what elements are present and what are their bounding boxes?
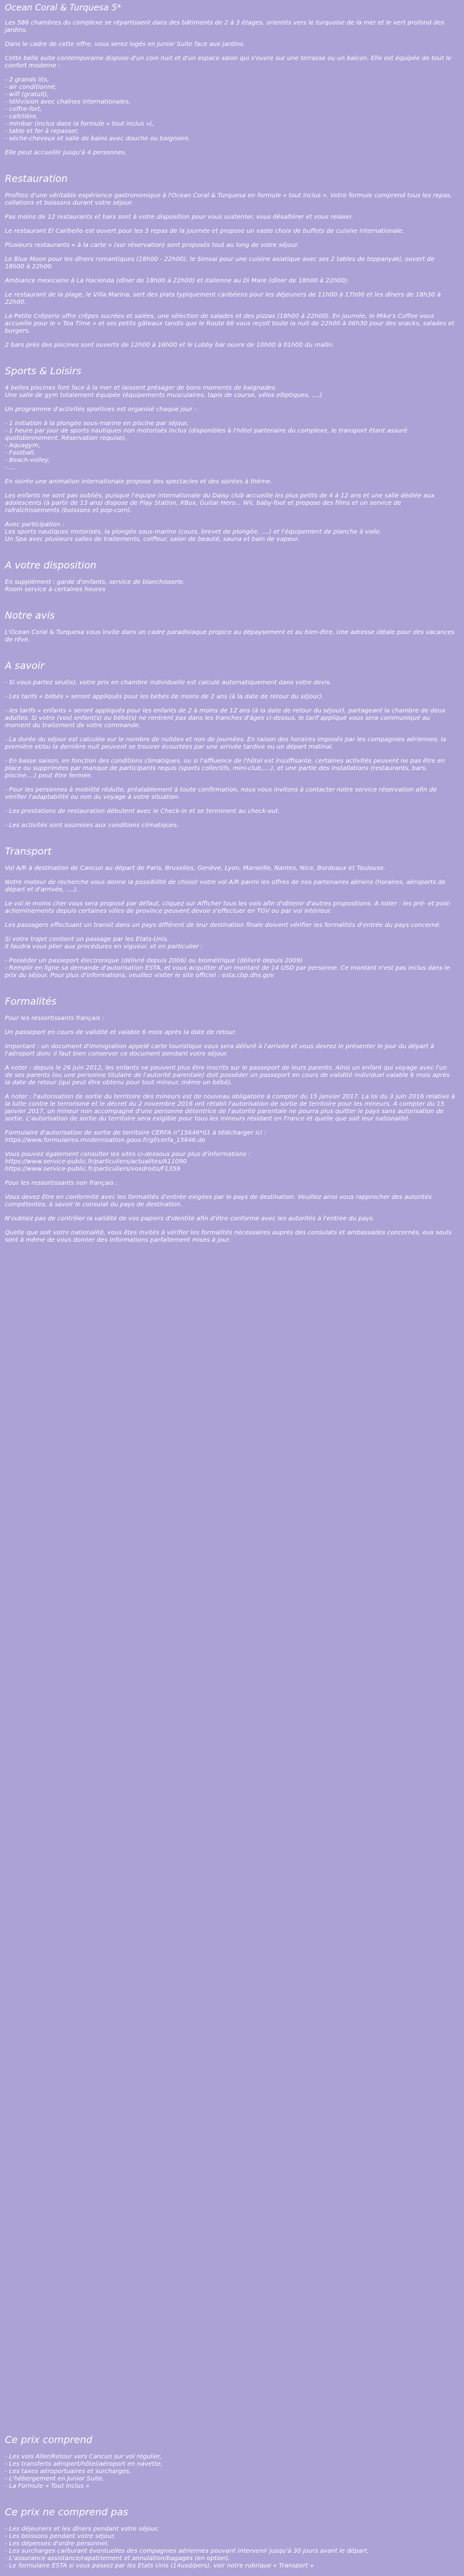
section-price-includes <box>5 2418 455 2490</box>
list-item: - Les prestations de restauration débutent avec le Check-in et se terminent au check-out. <box>5 808 280 815</box>
paragraph: L'Ocean Coral & Turquesa vous invite dans un cadre paradisiaque propice au dépaysement et au bien-être. Une adresse idéale pour des vacances de rêve. <box>5 629 455 643</box>
section-a-savoir <box>5 644 455 829</box>
list-item: - Les transferts aéroport/hôtel/aéroport en navette, <box>5 2461 163 2468</box>
paragraph: N'oubliez pas de contrôler la validité de vos papiers d'identité afin d'être conforme avec les autorités à l'entrée du pays. <box>5 1215 375 1222</box>
list-item: - Beach-volley, <box>5 457 50 464</box>
list-item: - .... <box>5 464 17 471</box>
intro-paragraph: Dans le cadre de cette offre, vous serez logés en Junior Suite face aux jardins. <box>5 41 245 48</box>
list-item: - Les déjeuners et les dîners pendant votre séjour, <box>5 2526 159 2533</box>
section-heading: Formalités <box>5 995 57 1007</box>
paragraph: Notre moteur de recherche vous donne la possibilité de choisir votre vol A/R parmi les offres de nos partenaires aériens (horaires, aéroports de départ et d'arrivée, ....). <box>5 879 446 893</box>
price-includes-list <box>5 2453 455 2490</box>
list-item: - table et fer à repasser, <box>5 128 79 135</box>
list-item: - En basse saison, en fonction des conditions climatiques, ou si l'affluence de l'hôtel est insuffisante, certaines activités peuvent ne pas être en place ou supprimées par manque de participants requis (sports collectifs, mini-club,....), et une partie des installations (restaurants, bars, piscine....) peut être fermée. <box>5 758 445 779</box>
section-transport <box>5 829 455 980</box>
list-item: - La Formule « Tout Inclus » <box>5 2483 90 2490</box>
list-item: - minibar (inclus dans la formule « tout inclus »), <box>5 121 154 127</box>
paragraph: Les sports nautiques motorisés, la plongée sous-marine (cours, brevet de plongée, ....) et l'équipement de planche à voile. <box>5 529 382 535</box>
section-heading: Ce prix comprend <box>5 2434 92 2446</box>
intro-paragraph: Elle peut accueillir jusqu'à 4 personnes. <box>5 149 127 156</box>
list-item: - 1 initiation à la plongée sous-marine en piscine par séjour, <box>5 420 189 427</box>
paragraph: Important : un document d'immigration appelé carte touristique vous sera délivré à l'arrivée et vous devrez le présenter le jour du départ à l'aéroport donc il faut bien conserver ce document pendant votre séjour. <box>5 1043 435 1057</box>
list-item: - air conditionné, <box>5 84 57 91</box>
section-heading: Ce prix ne comprend pas <box>5 2506 129 2518</box>
paragraph: Room service à certaines heures <box>5 586 106 593</box>
paragraph: Le vol le moins cher vous sera proposé par défaut, cliquez sur Afficher tous les vols afin d'obtenir d'autres propositions. A noter : les pré- et post- acheminements depuis certaines villes de province peuvent devoir s'effectuer en TGV ou par vol intérieur. <box>5 901 452 915</box>
usa-requirements-list <box>5 958 455 980</box>
list-item: - Les tarifs « bébés » seront appliqués pour les bébés de moins de 2 ans (à la date de retour du séjour). <box>5 693 324 700</box>
list-item: - Les dépenses d'ordre personnel, <box>5 2540 109 2547</box>
paragraph: A noter : l'autorisation de sortie du territoire des mineurs est de nouveau obligatoire à compter du 15 janvier 2017. La loi du 3 juin 2016 relative à la lutte contre le terrorisme et le décret du 2 novembre 2016 ont rétabli l'autorisation de sortie de territoire pour les mineurs. A compter du 15 janvier 2017, un mineur non accompagné d'une personne détentrice de l'autorité parentale ne pourra plus quitter le pays sans autorisation de sortie. L'autorisation de sortie du territoire sera exigible pour tous les mineurs résidant en France et quelle que soit leur nationalité. <box>5 1093 455 1122</box>
paragraph: En soirée une animation internationale propose des spectacles et des soirées à thème. <box>5 478 272 485</box>
service-public-link-1[interactable]: https://www.service-public.fr/particuliers/actualites/A11090 <box>5 1158 187 1165</box>
list-item: - wifi (gratuit), <box>5 91 49 98</box>
paragraph: Vol A/R à destination de Cancun au départ de Paris, Bruxelles, Genève, Lyon, Marseille, Nantes, Nice, Bordeaux et Toulouse. <box>5 865 386 872</box>
activities-list <box>5 420 455 472</box>
cerfa-form-link[interactable]: https://www.formulaires.modernisation.gouv.fr/gf/cerfa_15646.do <box>5 1137 206 1144</box>
paragraph: La Petite Crêperie offre crêpes sucrées et salées, une sélection de salades et des pizzas (18h00 à 22h00). En journée, le Mike's Coffee vous accueille pour le « Tea Time » et ses petits gâteaux tandis que le Route 66 vous reçoit toute la nuit de 22h00 à 06h30 pour des snacks, salades et burgers. <box>5 313 455 334</box>
paragraph: Il faudra vous plier aux procédures en vigueur, et en particulier : <box>5 943 203 950</box>
section-heading: Notre avis <box>5 610 55 621</box>
intro-paragraph: Les 586 chambres du complexe se répartissent dans des bâtiments de 2 à 3 étages, orientés vers le turquoise de la mer et le vert profond des jardins. <box>5 20 444 34</box>
list-item: - Les activités sont soumises aux conditions climatiques. <box>5 822 179 829</box>
list-item: - les tarifs « enfants » seront appliqués pour les enfants de 2 à moins de 12 ans (à la date de retour du séjour), partageant la chambre de deux adultes. Si votre (vos) enfant(s) ou bébé(s) ne rentrent pas dans les tranches d'âges ci-dessus, le tarif appliqué vous sera communiqué au moment du traitement de votre commande. <box>5 708 446 729</box>
paragraph: Vous devez être en conformité avec les formalités d'entrée exigées par le pays de destination. Veuillez ainsi vous rapprocher des autorités compétentes, à savoir le consulat du pays de destination. <box>5 1194 432 1208</box>
paragraph: A noter : depuis le 26 juin 2012, les enfants ne peuvent plus être inscrits sur le passeport de leurs parents. Ainsi un enfant qui voyage avec l'un de ses parents (ou une personne titulaire de l'autorité parentale) doit posséder un passeport en cours de validité individuel valable 6 mois après la date de retour (qui peut être obtenu pour tout mineur, même un bébé). <box>5 1065 450 1086</box>
paragraph: Vous pouvez également consulter les sites ci-dessous pour plus d'informations : <box>5 1151 251 1158</box>
list-item: - Pour les personnes à mobilité réduite, préalablement à toute confirmation, nous vous invitons à contacter notre service réservation afin de vérifier l'adaptabilité ou non du voyage à votre situation. <box>5 787 437 801</box>
intro-paragraph: Cette belle suite contemporaine dispose d'un coin nuit et d'un espace salon qui s'ouvre sur une terrasse ou un balcon. Elle est équipée de tout le confort moderne : <box>5 55 452 69</box>
paragraph: Pour les ressortissants français : <box>5 1015 105 1022</box>
paragraph: Les passagers effectuant un transit dans un pays différent de leur destination finale doivent vérifier les formalités d'entrée du pays concerné. <box>5 922 441 929</box>
list-item: - Remplir en ligne sa demande d'autorisation ESTA, et vous acquitter d'un montant de 14 USD par personne. Ce montant n'est pas inclus dans le prix du séjour. Pour plus d'informations, veuillez visiter le site officiel : esta.cbp.dhs.gov <box>5 965 451 979</box>
paragraph: Les enfants ne sont pas oubliés, puisque l'équipe internationale du Daisy club accueille les plus petits de 4 à 12 ans et une salle dédiée aux adolescents (à partir de 13 ans) dispose de Play Station, XBox, Guitar Hero... Wii, baby-foot et propose des films et un service de rafraîchissements (boissons et pop-corn). <box>5 493 435 514</box>
paragraph: Avec participation : <box>5 521 65 528</box>
list-item: - Les vols Aller/Retour vers Cancun sur vol régulier, <box>5 2453 162 2460</box>
paragraph: Pas moins de 12 restaurants et bars sont à votre disposition pour vous sustenter, vous désaltérer et vous relaxer. <box>5 214 354 221</box>
service-public-link-2[interactable]: https://www.service-public.fr/particuliers/vosdroits/F1359 <box>5 1166 181 1173</box>
paragraph: Une salle de gym totalement équipée (équipements musculaires, tapis de course, vélos elliptiques, ....) <box>5 392 323 399</box>
paragraph: En supplément : garde d'enfants, service de blanchisserie. <box>5 579 185 586</box>
paragraph: Formulaire d'autorisation de sortie de territoire CERFA n°15646*01 à télécharger ici : <box>5 1130 266 1136</box>
list-item: - Football, <box>5 450 36 456</box>
paragraph: Le restaurant de la plage, le Villa Marina, sert des plats typiquement caribéens pour les déjeuners de 11h00 à 17h00 et les dîners de 18h30 à 22h00. <box>5 292 441 306</box>
section-heading: A savoir <box>5 660 45 671</box>
section-intro <box>5 3 455 157</box>
section-a-votre-disposition <box>5 543 455 594</box>
list-item: - Les surcharges carburant éventuelles des compagnies aériennes pouvant intervenir jusqu'à 30 jours avant le départ, <box>5 2548 369 2555</box>
paragraph: Profitez d'une véritable expérience gastronomique à l'Ocean Coral & Turquesa en formule « tout inclus ». Votre formule comprend tous les repas, collations et boissons durant votre séjour. <box>5 192 452 206</box>
paragraph: Le restaurant El Caribeño est ouvert pour les 3 repas de la journée et propose un vaste choix de buffets de cuisine internationale. <box>5 228 405 235</box>
section-restauration <box>5 157 455 349</box>
list-item: - L'assurance assistance/rapatriement et annulation/bagages (en option), <box>5 2555 231 2562</box>
list-item: - cafetière, <box>5 113 39 120</box>
list-item: - L'hébergement en Junior Suite, <box>5 2476 105 2482</box>
paragraph: Un Spa avec plusieurs salles de traitements, coiffeur, salon de beauté, sauna et bain de vapeur. <box>5 536 299 543</box>
section-heading: Transport <box>5 845 52 857</box>
paragraph: 4 belles piscines font face à la mer et laissent présager de bons moments de baignades. <box>5 385 277 391</box>
paragraph: Quelle que soit votre nationalité, vous êtes invités à vérifier les formalités nécessaires auprès des consulats et ambassades concernés, eux seuls sont à même de vous donner des informations parfaitement mises à jour. <box>5 1229 452 1244</box>
paragraph: Un passeport en cours de validité et valable 6 mois après la date de retour. <box>5 1029 237 1036</box>
section-formalites <box>5 980 455 1244</box>
list-item: - 2 grands lits, <box>5 77 49 83</box>
empty-region <box>5 1244 455 2418</box>
notes-list <box>5 679 455 829</box>
paragraph: 2 bars près des piscines sont ouverts de 12h00 à 16h00 et le Lobby bar ouvre de 10h00 à 01h00 du matin. <box>5 342 334 349</box>
section-heading: Restauration <box>5 173 68 184</box>
list-item: - 1 heure par jour de sports nautiques non motorisés inclus (disponibles à l'hôtel partenaire du complexe, le transport étant assuré quotidiennement. Réservation requise), <box>5 428 408 442</box>
list-item: - Le formulaire ESTA si vous passez par les Etats Unis (14usd/pers), voir notre rubrique « Transport » <box>5 2563 314 2569</box>
section-heading: A votre disposition <box>5 559 97 571</box>
list-item: - télévision avec chaînes internationales, <box>5 99 130 105</box>
paragraph: Un programme d'activités sportives est organisé chaque jour : <box>5 406 197 413</box>
list-item: - Posséder un passeport électronique (délivré depuis 2006) ou biométrique (délivré depuis 2009) <box>5 958 303 964</box>
paragraph: Ambiance mexicaine à La Hacienda (dîner de 18h00 à 22h00) et italienne au Di Mare (dîner de 18h00 à 22h00). <box>5 278 350 284</box>
section-heading: Sports & Loisirs <box>5 365 81 377</box>
list-item: - Les taxes aéroportuaires et surcharges, <box>5 2468 132 2475</box>
amenities-list <box>5 77 455 143</box>
list-item: - Aquagym, <box>5 442 40 449</box>
list-item: - coffre-fort, <box>5 106 42 113</box>
section-sports-loisirs <box>5 349 455 543</box>
list-item: - La durée du séjour est calculée sur le nombre de nuitées et non de journées. En raison des horaires imposés par les compagnies aériennes, la première et/ou la dernière nuit peuvent se trouver écourtées par une arrivée tardive ou un départ matinal. <box>5 736 446 750</box>
list-item: - Si vous partez seul(e), votre prix en chambre individuelle est calculé automatiquement dans votre devis. <box>5 679 332 686</box>
price-excludes-list <box>5 2526 455 2570</box>
list-item: - Les boissons pendant votre séjour, <box>5 2533 116 2540</box>
page-title: Ocean Coral & Turquesa 5* <box>5 3 121 13</box>
paragraph: Pour les ressortissants non français : <box>5 1180 118 1187</box>
paragraph: Le Blue Moon pour les dîners romantiques (18h00 - 22h00), le Sensai pour une cuisine asiatique avec ses 2 tables de teppanyaki, ouvert de 18h00 à 22h00. <box>5 256 435 270</box>
list-item: - sèche-cheveux et salle de bains avec douche ou baignoire. <box>5 135 191 142</box>
section-price-excludes <box>5 2490 455 2570</box>
paragraph: Si votre trajet contient un passage par les Etats-Unis. <box>5 936 169 943</box>
paragraph: Plusieurs restaurants « à la carte » (sur réservation) sont proposés tout au long de votre séjour. <box>5 242 299 249</box>
section-notre-avis <box>5 594 455 644</box>
